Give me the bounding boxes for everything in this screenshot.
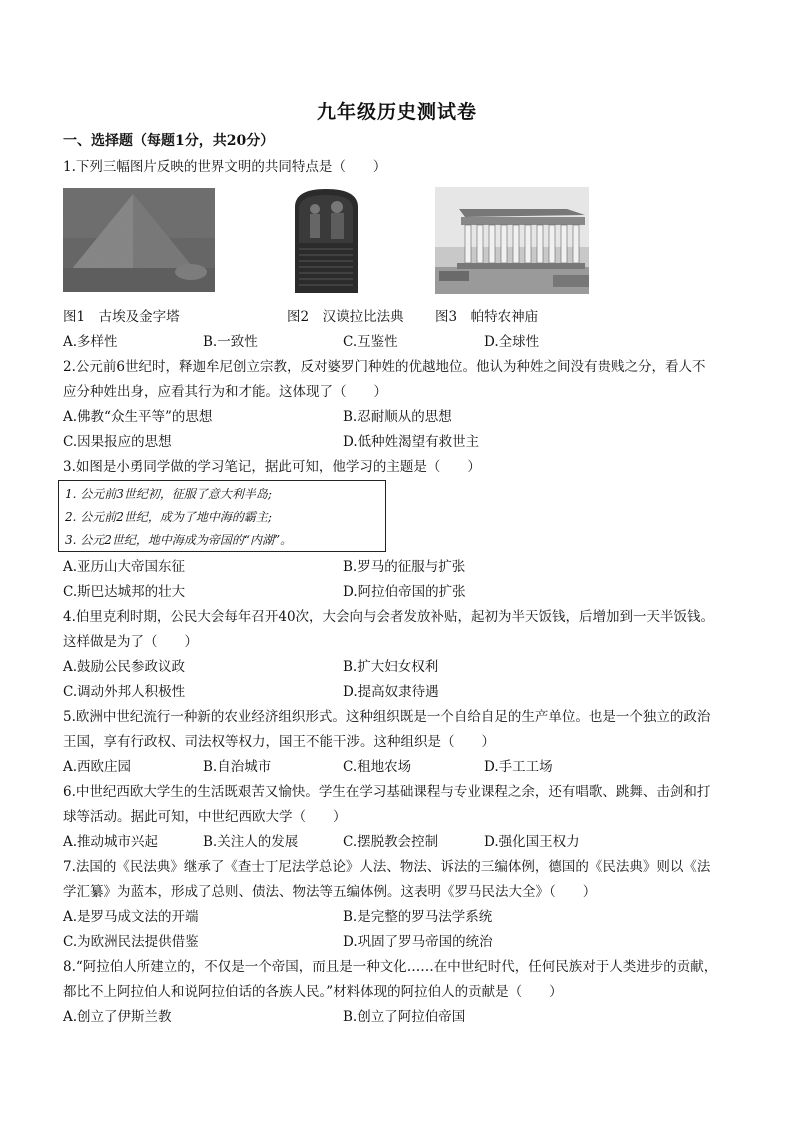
- q4-stem-line2: 这样做是为了（ ）: [63, 634, 198, 650]
- q8-option-b[interactable]: B.创立了阿拉伯帝国: [343, 1009, 466, 1025]
- caption-fig3: 图3 帕特农神庙: [435, 309, 539, 325]
- q2-stem-line1: 2.公元前6世纪时，释迦牟尼创立宗教，反对婆罗门种姓的优越地位。他认为种姓之间没有贵贱之分，看人不: [63, 359, 706, 375]
- pyramid-image: [63, 188, 215, 292]
- q3-option-c[interactable]: C.斯巴达城邦的壮大: [63, 584, 186, 600]
- q2-option-c[interactable]: C.因果报应的思想: [63, 434, 172, 450]
- q3-stem: 3.如图是小勇同学做的学习笔记，据此可知，他学习的主题是（ ）: [63, 459, 481, 475]
- q5-option-d[interactable]: D.手工工场: [484, 759, 553, 775]
- note-line-1: 1. 公元前3世纪初，征服了意大利半岛;: [65, 487, 272, 501]
- q7-option-a[interactable]: A.是罗马成文法的开端: [63, 909, 199, 925]
- q4-option-d[interactable]: D.提高奴隶待遇: [343, 684, 439, 700]
- caption-fig2: 图2 汉谟拉比法典: [287, 309, 404, 325]
- q5-option-b[interactable]: B.自治城市: [203, 759, 272, 775]
- q7-option-d[interactable]: D.巩固了罗马帝国的统治: [343, 934, 493, 950]
- q1-option-b[interactable]: B.一致性: [203, 334, 258, 350]
- q5-option-a[interactable]: A.西欧庄园: [63, 759, 132, 775]
- q2-option-d[interactable]: D.低种姓渴望有救世主: [343, 434, 480, 450]
- q8-stem-line1: 8.“阿拉伯人所建立的，不仅是一个帝国，而且是一种文化……在中世纪时代，任何民族对于人类进步的贡献，: [63, 959, 718, 975]
- q1-option-c[interactable]: C.互鉴性: [343, 334, 398, 350]
- q2-stem-line2: 应分种姓出身，应看其行为和才能。这体现了（ ）: [63, 384, 387, 400]
- q6-option-a[interactable]: A.推动城市兴起: [63, 834, 159, 850]
- q4-option-a[interactable]: A.鼓励公民参政议政: [63, 659, 186, 675]
- q7-stem-line1: 7.法国的《民法典》继承了《查士丁尼法学总论》人法、物法、诉法的三编体例，德国的《民法典》则以《法: [63, 859, 711, 875]
- q6-option-d[interactable]: D.强化国王权力: [484, 834, 580, 850]
- q3-option-b[interactable]: B.罗马的征服与扩张: [343, 559, 466, 575]
- parthenon-image: [435, 187, 589, 294]
- section-heading: 一、选择题（每题1分，共20分）: [63, 133, 275, 149]
- q8-stem-line2: 都比不上阿拉伯人和说阿拉伯话的各族人民。”材料体现的阿拉伯人的贡献是（ ）: [63, 984, 563, 1000]
- caption-fig1: 图1 古埃及金字塔: [63, 309, 180, 325]
- hammurabi-stele-image: [287, 187, 366, 293]
- study-notes-box: [58, 480, 386, 552]
- page-title: 九年级历史测试卷: [316, 101, 477, 123]
- q6-stem-line1: 6.中世纪西欧大学生的生活既艰苦又愉快。学生在学习基础课程与专业课程之余，还有唱歌、跳舞、击剑和打: [63, 784, 711, 800]
- q8-option-a[interactable]: A.创立了伊斯兰教: [63, 1009, 172, 1025]
- note-line-3: 3. 公元2世纪，地中海成为帝国的“内湖”。: [65, 533, 293, 547]
- q2-option-a[interactable]: A.佛教“众生平等”的思想: [63, 409, 213, 425]
- q4-option-c[interactable]: C.调动外邦人积极性: [63, 684, 186, 700]
- q1-option-d[interactable]: D.全球性: [484, 334, 540, 350]
- q3-option-a[interactable]: A.亚历山大帝国东征: [63, 559, 186, 575]
- q6-stem-line2: 球等活动。据此可知，中世纪西欧大学（ ）: [63, 809, 347, 825]
- note-line-2: 2. 公元前2世纪，成为了地中海的霸主;: [65, 510, 272, 524]
- q3-option-d[interactable]: D.阿拉伯帝国的扩张: [343, 584, 466, 600]
- q6-option-c[interactable]: C.摆脱教会控制: [343, 834, 439, 850]
- q4-option-b[interactable]: B.扩大妇女权利: [343, 659, 439, 675]
- q7-stem-line2: 学汇纂》为蓝本，形成了总则、债法、物法等五编体例。这表明《罗马民法大全》（ ）: [63, 884, 597, 900]
- q5-option-c[interactable]: C.租地农场: [343, 759, 412, 775]
- q1-stem: 1.下列三幅图片反映的世界文明的共同特点是（ ）: [63, 159, 387, 175]
- q7-option-b[interactable]: B.是完整的罗马法学系统: [343, 909, 493, 925]
- q4-stem-line1: 4.伯里克利时期，公民大会每年召开40次，大会向与会者发放补贴，起初为半天饭钱，后增加到一天半饭钱。: [63, 609, 715, 625]
- q5-stem-line2: 王国，享有行政权、司法权等权力，国王不能干涉。这种组织是（ ）: [63, 734, 495, 750]
- q1-option-a[interactable]: A.多样性: [63, 334, 118, 350]
- q6-option-b[interactable]: B.关注人的发展: [203, 834, 299, 850]
- q2-option-b[interactable]: B.忍耐顺从的思想: [343, 409, 452, 425]
- q5-stem-line1: 5.欧洲中世纪流行一种新的农业经济组织形式。这种组织既是一个自给自足的生产单位。也是一个独立的政治: [63, 709, 711, 725]
- q7-option-c[interactable]: C.为欧洲民法提供借鉴: [63, 934, 199, 950]
